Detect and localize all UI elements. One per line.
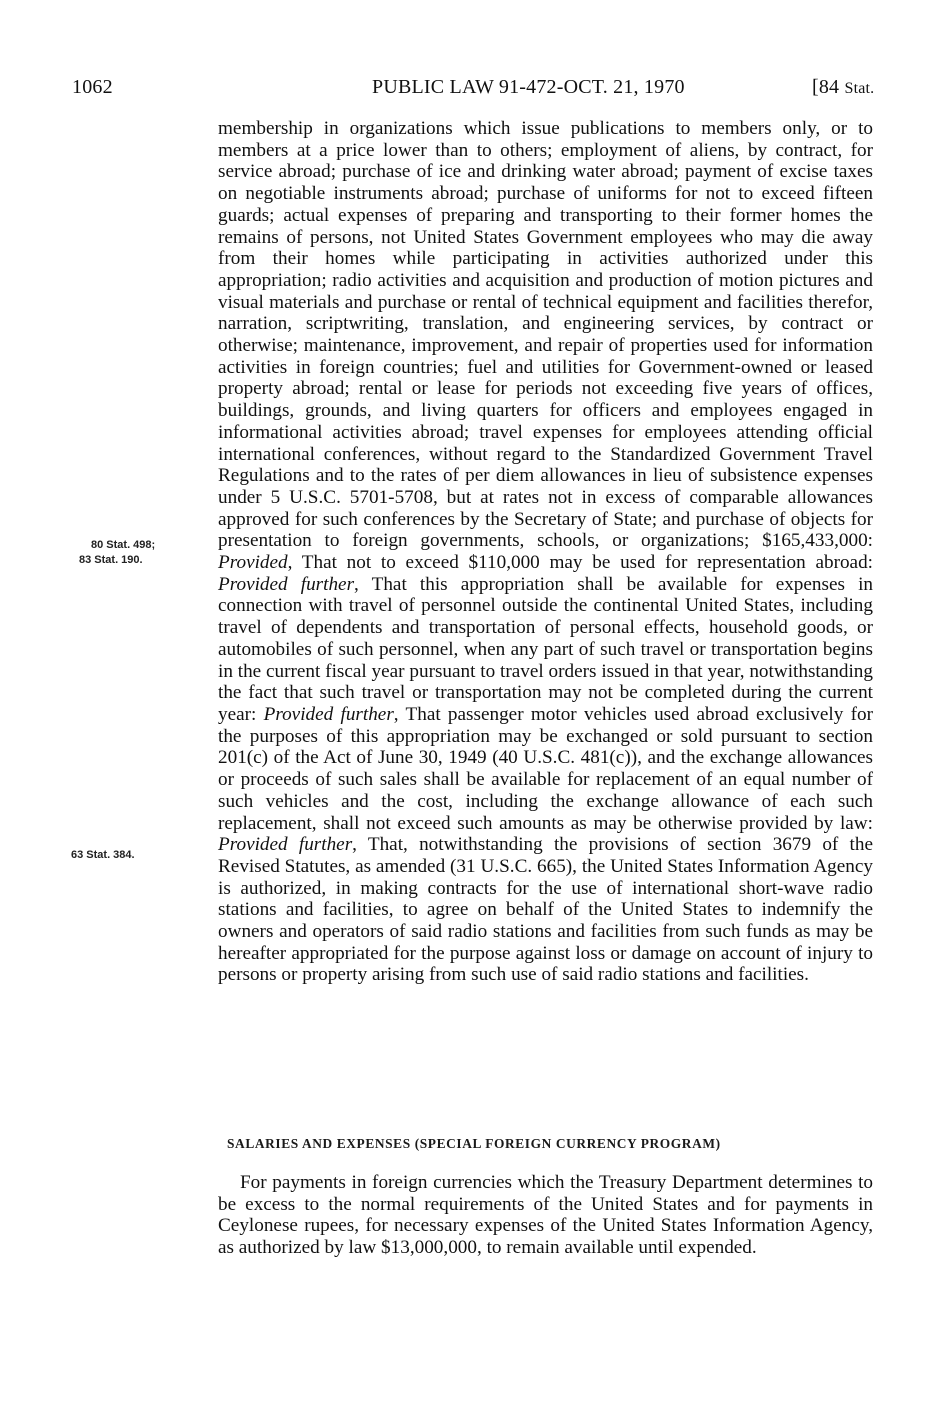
text-segment: , That passenger motor vehicles used abroad exclusively for the purposes of this appropriation may be exchanged or sold pursuant to section 201(c) of the Act of June 30, 1949 (40 U.S.C. 481(c)), and the exchange allowances or proceeds of such sales shall be available for replacement of an equal number of such vehicles and the cost, including the exchange allowance of each such replacement, shall not exceed such amounts as may be otherwise provided by law: [218, 703, 873, 834]
page-number: 1062 [72, 76, 113, 98]
appropriation-text [218, 118, 873, 986]
appropriation-paragraph [218, 118, 873, 986]
margin-citation-line: 83 Stat. 190. [79, 554, 143, 566]
margin-citation-line: 80 Stat. 498; [91, 539, 156, 551]
margin-citation: 63 Stat. 384. [71, 849, 135, 861]
statute-reference [812, 76, 874, 99]
section-heading: SALARIES AND EXPENSES (SPECIAL FOREIGN CURRENCY PROGRAM) [227, 1136, 721, 1151]
provided-further-clause: Provided further [218, 834, 353, 856]
statute-abbrev: Stat. [844, 80, 875, 97]
text-segment: , That this appropriation shall be available for expenses in connection with travel of personnel outside the continental United States, including travel of dependents and transportation of personal effects, household goods, or automobiles of such personnel, when any part of such travel or transportation begins in the current fiscal year pursuant to travel orders issued in that year, notwithstanding the fact that such travel or transportation may not be completed during the current year: [218, 573, 874, 725]
text-segment: , That, notwithstanding the provisions of section 3679 of the Revised Statutes, as amended (31 U.S.C. 665), the United States Information Agency is authorized, in making contracts for the use of international short-wave radio stations and facilities, to agree on behalf of the United States to indemnify the owners and operators of said radio stations and facilities from such funds as may be hereafter appropriated for the purpose against loss or damage on account of injury to persons or property arising from such use of said radio stations and facilities. [218, 834, 873, 986]
section-text [218, 1172, 873, 1258]
section-paragraph: For payments in foreign currencies which the Treasury Department determines to be excess to the normal requirements of the United States and for payments in Ceylonese rupees, for necessary expenses of the United States Information Agency, as authorized by law $13,000,000, to remain available until expended. [218, 1172, 873, 1258]
running-title: PUBLIC LAW 91-472-OCT. 21, 1970 [372, 76, 685, 98]
statute-volume: [84 [812, 76, 845, 98]
text-segment: membership in organizations which issue publications to members only, or to members at a price lower than to others; employment of aliens, by contract, for service abroad; purchase of ice and drinking water abroad; payment of excise taxes on negotiable instruments abroad; purchase of uniforms for not to exceed fifteen guards; actual expenses of preparing and transporting to their former homes the remains of persons, not United States Government employees who may die away from their homes while participating in activities authorized under this appropriation; radio activities and acquisition and production of motion pictures and visual materials and purchase or rental of technical equipment and facilities therefor, narration, scriptwriting, translation, and engineering services, by contract or otherwise; maintenance, improvement, and repair of properties used for information activities in foreign countries; fuel and utilities for Government-owned or leased property abroad; rental or lease for periods not exceeding five years of offices, buildings, grounds, and living quarters for officers and employees engaged in informational activities abroad; travel expenses for employees attending official international conferences, without regard to the Standardized Government Travel Regulations and to the rates of per diem allowances in lieu of subsistence expenses under 5 U.S.C. 5701-5708, but at rates not in excess of comparable allowances approved for such conferences by the Secretary of State; and purchase of objects for presentation to foreign governments, schools, or organizations; $165,433,000: [218, 118, 873, 552]
text-segment: , That not to exceed $110,000 may be used for representation abroad: [287, 552, 873, 574]
provided-further-clause: Provided further [263, 703, 394, 725]
provided-further-clause: Provided further [218, 573, 355, 595]
margin-citation [79, 538, 156, 568]
provided-clause: Provided [218, 552, 288, 574]
